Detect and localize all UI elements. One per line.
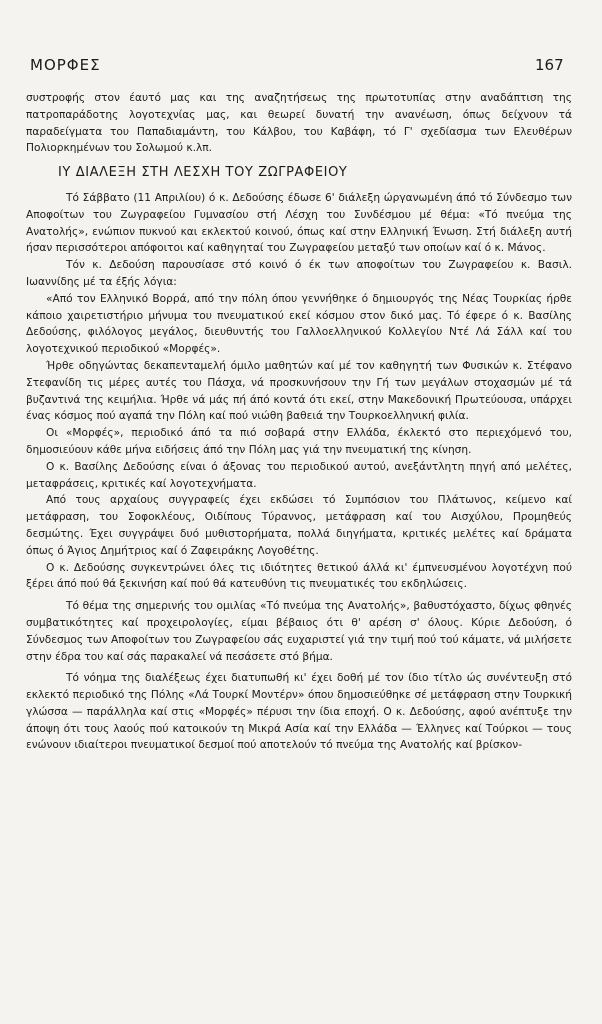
paragraph-8: Ο κ. Δεδούσης συγκεντρώνει όλες τις ιδιότητες θετικού άλλά κι' έμπνευσμένου λογοτέχνη πού ξέρει άπό πού θά ξεκινήση καί πού θά κατευθύνη τις πνευματικές του εκδηλώσεις. — [26, 561, 572, 591]
page-number: 167 — [535, 56, 564, 74]
paragraph-4: Ήρθε οδηγώντας δεκαπενταμελή όμιλο μαθητών καί μέ τον καθηγητή των Φυσικών κ. Στέφανο Στεφανίδη τις μέρες αυτές του Πάσχα, νά προσκυνήσουν την Γή των μεγάλων στοχασμών μέ τά βυζαντινά της κειμήλια. Ήρθε νά μάς πή άπό κοντά ότι εκεί, στην Μακεδονική Πρωτεύουσα, υπάρχει ένας κόσμος πού αγαπά την Πόλη καί πού νιώθη βαθειά την Τουρκοελληνική φιλία. — [26, 359, 572, 423]
section-heading: ΙΥ ΔΙΑΛΕΞΗ ΣΤΗ ΛΕΣΧΗ ΤΟΥ ΖΩΓΡΑΦΕΙΟΥ — [58, 165, 348, 181]
intro-paragraph: συστροφής στον έαυτό μας και της αναζητήσεως της πρωτοτυπίας στην αναδάπτιση της πατροπαράδοτης λογοτεχνίας μας, και θεωρεί δυνατή την ανανέωση, όπως δείχνουν τά παραδείγματα του Παπαδιαμάντη, του Κάλβου, του Καβάφη, τό Γ' σχεδίασμα των Ελευθέρων Πολιορκημένων του Σολωμού κ.λπ. — [26, 92, 572, 155]
running-header-title: ΜΟΡΦΕΣ — [30, 56, 101, 74]
paragraph-7: Από τους αρχαίους συγγραφείς έχει εκδώσει τό Συμπόσιον του Πλάτωνος, κείμενο καί μετάφραση, του Σοφοκλέους, Οιδίπους Τύραννος, μετάφραση καί του Αισχύλου, Προμηθεύς δεσμώτης. Έχει συγγράψει δυό μυθιστορήματα, πολλά διηγήματα, κριτικές μελέτες καί δράματα όπως ό Άγιος Δημήτριος καί ό Ζαφειράκης Λογοθέτης. — [26, 494, 572, 557]
paragraph-9: Τό θέμα της σημερινής του ομιλίας «Τό πνεύμα της Ανατολής», βαθυστόχαστο, δίχως φθηνές συμβατικότητες καί προχειρολογίες, είμαι βέβαιος ότι θ' αρέση σ' όλους. Κύριε Δεδούση, ό Σύνδεσμος των Αποφοίτων του Ζωγραφείου σάς ευχαριστεί γιά την τιμή πού τού κάματε, νά μιλήσετε στην έδρα του καί σάς παρακαλεί νά πεσάσετε στό βήμα. — [26, 600, 572, 663]
paragraph-10: Τό νόημα της διαλέξεως έχει διατυπωθή κι' έχει δοθή μέ τον ίδιο τίτλο ώς συνέντευξη στό εκλεκτό περιοδικό της Πόλης «Λά Τουρκί Μοντέρν» όπου δημοσιεύθηκε σέ μετάφραση στην Τουρκική γλώσσα — παράλληλα καί στις «Μορφές» πέρυσι την ίδια εποχή. Ο κ. Δεδούσης, αφού ανέπτυξε την άποψη ότι τους λαούς πού κατοικούν τη Μικρά Ασία καί την Ελλάδα — Έλληνες καί Τούρκοι — τους ενώνουν ιδιαίτεροι πνευματικοί δεσμοί πού αποτελούν τό πνεύμα της Ανατολής καί βρίσκον- — [26, 672, 572, 752]
body-text — [26, 90, 572, 754]
paragraph-5: Οι «Μορφές», περιοδικό άπό τα πιό σοβαρά στην Ελλάδα, έκλεκτό στο περιεχόμενό του, δημοσιεύουν κάθε μήνα ειδήσεις άπό την Πόλη μας γιά την πνευματική της κίνηση. — [26, 427, 572, 456]
paragraph-6: Ο κ. Βασίλης Δεδούσης είναι ό άξονας του περιοδικού αυτού, ανεξάντλητη πηγή από μελέτες, μεταφράσεις, κριτικές καί λογοτεχνήματα. — [26, 460, 572, 490]
paragraph-1: Τό Σάββατο (11 Απριλίου) ό κ. Δεδούσης έδωσε 6' διάλεξη ώργανωμένη άπό τό Σύνδεσμο των Αποφοίτων του Ζωγραφείου Γυμνασίου στή Λέσχη του Συνδέσμου μέ θέμα: «Τό πνεύμα της Ανατολής», ενώπιον πυκνού και εκλεκτού κοινού, όπως καί στην Ελληνική Ένωση. Στή διάλεξη αυτή ήσαν περισσότεροι απόφοιτοι καί καθηγηταί του Ζωγραφείου μεταξύ των οποίων καί ό κ. Μάνος. — [26, 191, 572, 255]
paragraph-3: «Από τον Ελληνικό Βορρά, από την πόλη όπου γεννήθηκε ό δημιουργός της Νέας Τουρκίας ήρθε κάποιο χαιρετιστήριο μήνυμα του πνευματικού εκεί κόσμου στον δικό μας. Τό έφερε ό κ. Βασίλης Δεδούσης, φιλόλογος μεγάλος, διευθυντής του Γαλλοελληνικού Κολλεγίου Ντέ Λά Σάλλ καί του λογοτεχνικού περιοδικού «Μορφές». — [26, 292, 572, 356]
paragraph-2: Τόν κ. Δεδούση παρουσίασε στό κοινό ό έκ των αποφοίτων του Ζωγραφείου κ. Βασιλ. Ιωαννίδης μέ τα έξής λόγια: — [26, 259, 572, 288]
